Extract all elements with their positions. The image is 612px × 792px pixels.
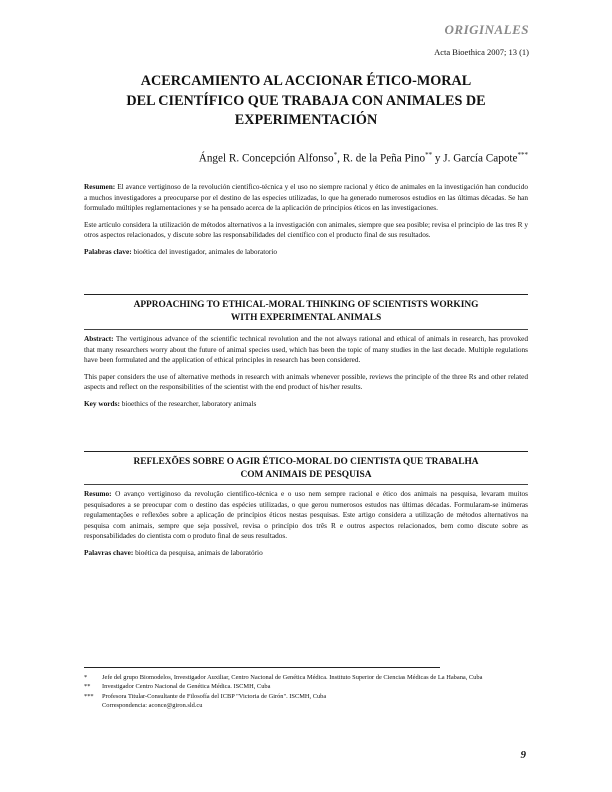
keywords-label: Palavras chave: bbox=[84, 547, 134, 557]
footnote-text: Jefe del grupo Biomodelos, Investigador Auxiliar, Centro Nacional de Genética Médica. Instituto Superior de Ciencias Médicas de La Habana, Cuba bbox=[102, 674, 483, 681]
english-title bbox=[84, 294, 528, 324]
abstract-text: This paper considers the use of alternative methods in research with animals whenever possible, reviews the principle of the three Rs and other related aspects and reflect on the responsibilities of the scientist with the end product of his/her results. bbox=[84, 371, 528, 392]
footnote-mark: ** bbox=[84, 683, 91, 691]
abstract-text: The vertiginous advance of the scientific technical revolution and the not always rational and ethical of animals in research, has provoked that many researchers worry about the future of animal species used, which has been the topic of many studies in the last decade. Multiple regulations have been formulated and the application of ethical principles in research has been considered. bbox=[84, 334, 528, 365]
footnote-mark: *** bbox=[84, 692, 94, 700]
author-list bbox=[84, 151, 528, 165]
keywords-label: Key words: bbox=[84, 398, 120, 408]
keywords-label: Palabras clave: bbox=[84, 246, 132, 256]
heading-line: WITH EXPERIMENTAL ANIMALS bbox=[230, 312, 382, 323]
abstract-paragraph bbox=[84, 182, 528, 214]
page-number: 9 bbox=[520, 749, 526, 761]
footnote-mark: * bbox=[84, 674, 88, 681]
keywords-text: bioética da pesquisa, animais de laboratório bbox=[135, 547, 263, 557]
author-name: R. de la Peña Pino bbox=[342, 152, 426, 165]
keywords-text: bioethics of the researcher, laboratory animals bbox=[121, 398, 257, 408]
abstract-paragraph bbox=[84, 489, 528, 542]
abstract-label: Abstract: bbox=[84, 334, 114, 343]
title-line: ACERCAMIENTO AL ACCIONAR ÉTICO-MORAL bbox=[140, 73, 472, 89]
footnote bbox=[84, 692, 528, 701]
author-mark: ** bbox=[425, 151, 433, 159]
abstract-label: Resumo: bbox=[84, 489, 112, 498]
divider bbox=[84, 329, 528, 330]
keywords bbox=[84, 399, 528, 410]
title-line: EXPERIMENTACIÓN bbox=[234, 112, 378, 128]
article-title bbox=[84, 72, 528, 131]
footnote bbox=[84, 673, 528, 682]
section-label: ORIGINALES bbox=[444, 22, 529, 37]
author-name: J. García Capote bbox=[443, 152, 518, 165]
keywords-text: bioética del investigador, animales de laboratorio bbox=[133, 246, 278, 256]
title-line: DEL CIENTÍFICO QUE TRABAJA CON ANIMALES DE bbox=[126, 92, 486, 109]
divider bbox=[84, 484, 528, 485]
footnote-rule bbox=[84, 667, 440, 668]
heading-line: APPROACHING TO ETHICAL-MORAL THINKING OF SCIENTISTS WORKING bbox=[133, 300, 479, 310]
author-separator: y bbox=[432, 152, 444, 165]
footnotes bbox=[84, 673, 528, 711]
heading-line: REFLEXÕES SOBRE O AGIR ÉTICO-MORAL DO CIENTISTA QUE TRABALHA bbox=[133, 457, 479, 467]
portuguese-title bbox=[84, 451, 528, 481]
journal-reference: Acta Bioethica 2007; 13 (1) bbox=[434, 47, 529, 57]
abstract-label: Resumen: bbox=[84, 182, 116, 191]
abstract-paragraph bbox=[84, 334, 528, 366]
abstract-text: Este artículo considera la utilización de métodos alternativos a la investigación con animales, siempre que sea posible; revisa el principio de las tres R y otros aspectos relacionados, y discute sobre las responsabilidades del científico con el producto final de sus resultados. bbox=[84, 219, 528, 240]
heading-line: COM ANIMAIS DE PESQUISA bbox=[240, 469, 372, 480]
footnote-text: Investigador Centro Nacional de Genética Médica. ISCMH, Cuba bbox=[102, 683, 271, 691]
abstract-text: El avance vertiginoso de la revolución científico-técnica y el uso no siempre racional y ético de animales en la investigación han conducido a muchos investigadores a preocuparse por el destino de las especies utilizadas, lo que ha generado numerosos estudios en las últimas décadas. Se han formulado múltiples reglamentaciones y se ha pensado acerca de la aplicación de principios éticos en las investigaciones. bbox=[84, 182, 528, 213]
author-mark: *** bbox=[517, 151, 528, 159]
portuguese-abstract bbox=[84, 489, 528, 559]
author-mark: * bbox=[333, 151, 338, 159]
footnote-text: Profesora Titular-Consultante de Filosofía del ICBP "Victoria de Girón". ISCMH, Cuba bbox=[102, 692, 327, 700]
keywords bbox=[84, 548, 528, 559]
correspondence: Correspondencia: aconce@giron.sld.cu bbox=[102, 702, 203, 710]
spanish-abstract bbox=[84, 182, 528, 258]
abstract-text: O avanço vertiginoso da revolução científico-técnica e o uso nem sempre racional e ético dos animais na pesquisa, levaram muitos pesquisadores a se preocupar com o destino das espécies utilizadas, o que gerou numerosos estudos nas últimas décadas. Formularam-se inúmeras regulamentações e reflexões sobre a aplicação de princípios éticos nestas pesquisas. Este artigo considera a utilização de métodos alternativos na pesquisa com animais, sempre que seja possível, revisa o princípio dos três R e outros aspectos relacionados, bem como discute sobre as responsabilidades do cientista com o produto final de seus resultados. bbox=[84, 489, 528, 541]
english-abstract bbox=[84, 334, 528, 410]
author-name: Ángel R. Concepción Alfonso bbox=[198, 152, 334, 165]
footnote bbox=[84, 682, 528, 691]
keywords bbox=[84, 247, 528, 258]
author-separator: , bbox=[337, 152, 343, 165]
